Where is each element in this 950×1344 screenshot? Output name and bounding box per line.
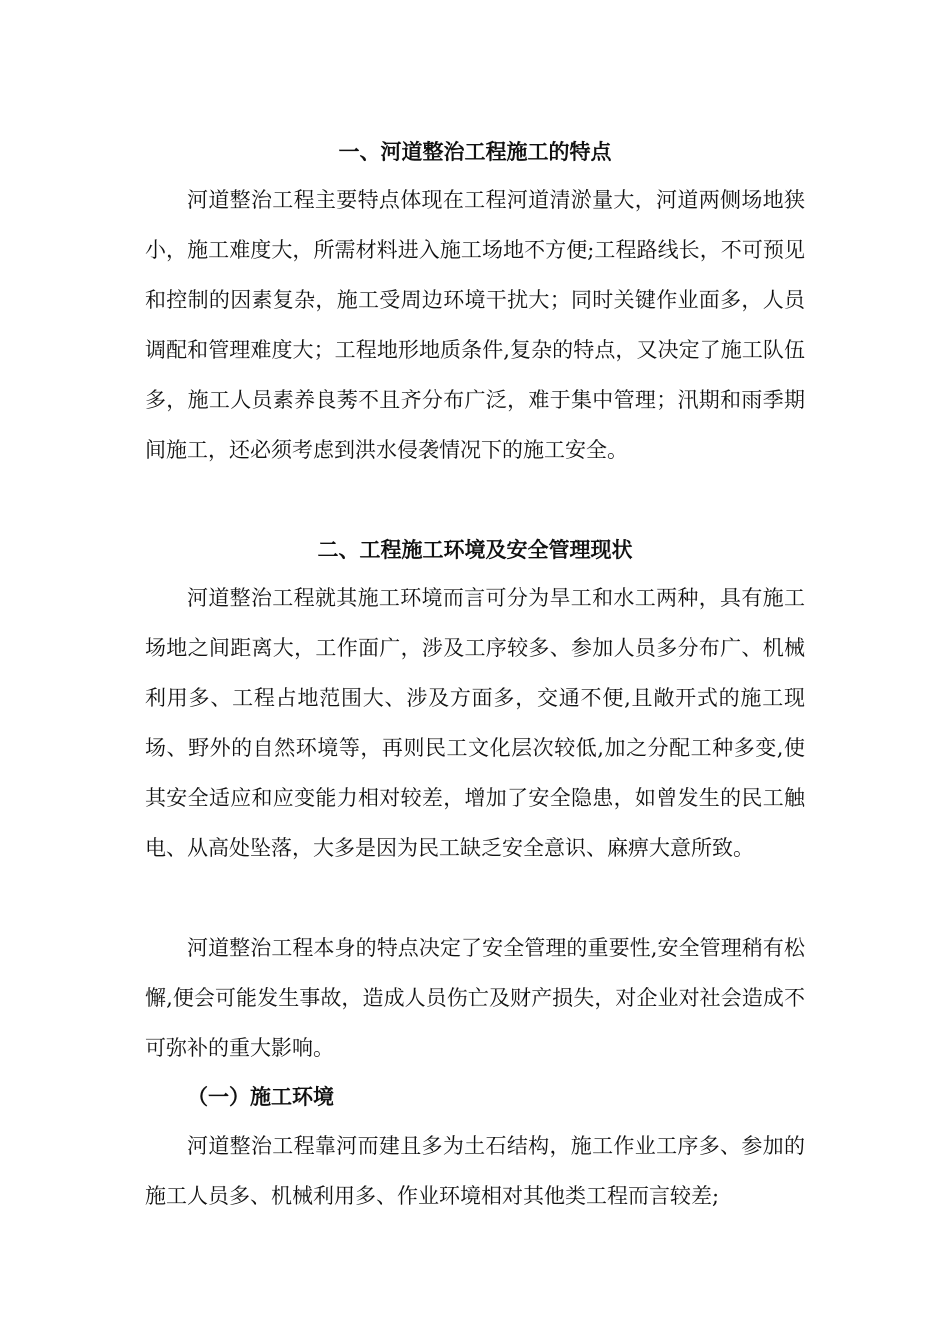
paragraph-safety-importance: 河道整治工程本身的特点决定了安全管理的重要性,安全管理稍有松懈,便会可能发生事故，造成人员伤亡及财产损失，对企业对社会造成不可弥补的重大影响。 [145, 936, 805, 1060]
section-heading-1: 一、河道整治工程施工的特点 [338, 139, 612, 164]
paragraph-environment-status: 河道整治工程就其施工环境而言可分为旱工和水工两种，具有施工场地之间距离大，工作面广，涉及工序较多、参加人员多分布广、机械利用多、工程占地范围大、涉及方面多，交通不便,且敞开式的施工现场、野外的自然环境等，再则民工文化层次较低,加之分配工种多变,使其安全适应和应变能力相对较差，增加了安全隐患，如曾发生的民工触电、从高处坠落，大多是因为民工缺乏安全意识、麻痹大意所致。 [145, 586, 805, 860]
paragraph-characteristics: 河道整治工程主要特点体现在工程河道清淤量大，河道两侧场地狭小，施工难度大，所需材料进入施工场地不方便;工程路线长，不可预见和控制的因素复杂，施工受周边环境干扰大；同时关键作业面多，人员调配和管理难度大；工程地形地质条件,复杂的特点，又决定了施工队伍多，施工人员素养良莠不且齐分布广泛，难于集中管理；汛期和雨季期间施工，还必须考虑到洪水侵袭情况下的施工安全。 [145, 188, 805, 462]
subheading-construction-environment: （一）施工环境 [187, 1084, 334, 1109]
paragraph-environment-detail: 河道整治工程靠河而建且多为土石结构，施工作业工序多、参加的施工人员多、机械利用多、作业环境相对其他类工程而言较差; [145, 1134, 805, 1208]
section-heading-2: 二、工程施工环境及安全管理现状 [317, 537, 633, 562]
